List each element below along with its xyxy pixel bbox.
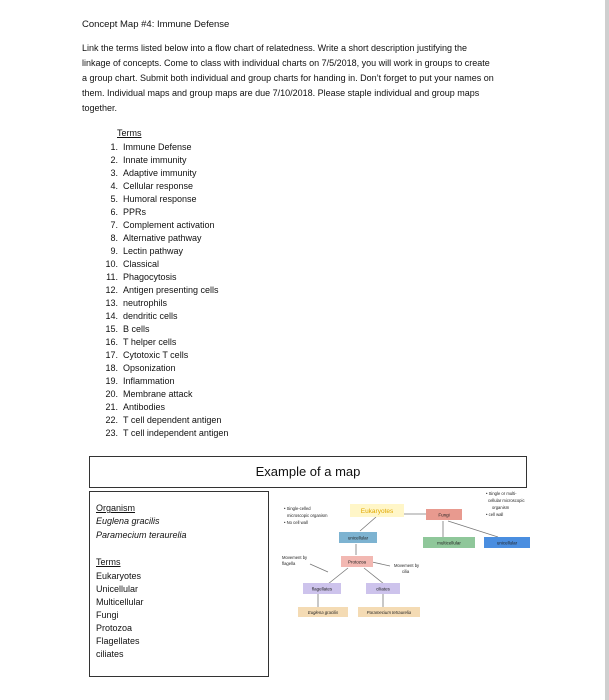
term-number: 4.: [110, 181, 118, 191]
instructions-line: together.: [82, 103, 118, 113]
term-text: T cell independent antigen: [123, 428, 229, 438]
example-term-item: Protozoa: [96, 623, 133, 633]
term-item: [98, 310, 228, 323]
movement-cilia-line: Movement by: [394, 563, 420, 568]
terms-heading: Terms: [117, 128, 142, 138]
term-item: [98, 388, 228, 401]
note-right-line: cellular microscopic: [488, 498, 525, 503]
term-number: 20.: [105, 389, 118, 399]
term-text: Lectin pathway: [123, 246, 184, 256]
term-text: Humoral response: [123, 194, 197, 204]
term-number: 21.: [105, 402, 118, 412]
arrow-protozoa-flagellates: [328, 568, 348, 584]
term-text: Cellular response: [123, 181, 194, 191]
term-number: 14.: [105, 311, 118, 321]
ciliates-label: ciliates: [376, 586, 390, 592]
note-left-line: • No cell wall: [284, 520, 308, 525]
term-text: B cells: [123, 324, 150, 334]
example-terms-heading: Terms: [96, 557, 121, 567]
example-heading-box: [89, 456, 527, 488]
term-item: [98, 414, 228, 427]
example-term-item: Multicellular: [96, 597, 144, 607]
concept-map-diagram: [268, 488, 536, 628]
term-number: 7.: [110, 220, 118, 230]
instructions-line: a group chart. Submit both individual and group charts for handing in. Don’t forget to put your names on: [82, 73, 494, 83]
unicellular-right-label: unicellular: [496, 540, 518, 546]
term-number: 16.: [105, 337, 118, 347]
term-item: [98, 271, 228, 284]
arrow-protozoa-ciliates: [364, 568, 384, 584]
term-text: Phagocytosis: [123, 272, 177, 282]
note-left-line: • Single-celled: [284, 506, 311, 511]
term-text: Classical: [123, 259, 160, 269]
arrow-fungi-unicellular: [448, 521, 498, 537]
page-title: Concept Map #4: Immune Defense: [82, 19, 230, 30]
example-term-item: ciliates: [96, 649, 124, 659]
euglena-label: Euglena gracilis: [307, 610, 339, 615]
term-item: [98, 193, 228, 206]
example-term-item: Eukaryotes: [96, 571, 142, 581]
unicellular-label: unicellular: [347, 535, 369, 541]
term-number: 3.: [110, 168, 118, 178]
note-right-line: • Single or multi-: [486, 491, 517, 496]
term-text: Cytotoxic T cells: [123, 350, 189, 360]
organism-item: Paramecium teraurelia: [96, 530, 187, 540]
terms-list: [98, 141, 228, 440]
movement-flagella-line: flagella: [282, 561, 296, 566]
term-number: 19.: [105, 376, 118, 386]
term-item: [98, 362, 228, 375]
term-number: 22.: [105, 415, 118, 425]
term-number: 13.: [105, 298, 118, 308]
example-heading: Example of a map: [255, 464, 361, 479]
organism-item: Euglena gracilis: [96, 516, 160, 526]
arrow-movement-flagella: [310, 564, 328, 572]
term-number: 15.: [105, 324, 118, 334]
term-item: [98, 232, 228, 245]
term-text: dendritic cells: [123, 311, 178, 321]
term-item: [98, 180, 228, 193]
movement-cilia-line: cilia: [402, 569, 410, 574]
example-term-item: Fungi: [96, 610, 119, 620]
term-number: 2.: [110, 155, 118, 165]
term-item: [98, 297, 228, 310]
term-item: [98, 349, 228, 362]
protozoa-label: Protozoa: [347, 559, 367, 565]
term-number: 11.: [106, 272, 118, 282]
instructions-line: Link the terms listed below into a flow chart of relatedness. Write a short description justifying the: [82, 43, 468, 53]
term-item: [98, 206, 228, 219]
fungi-label: Fungi: [438, 512, 450, 518]
term-item: [98, 401, 228, 414]
term-number: 6.: [110, 207, 118, 217]
term-item: [98, 245, 228, 258]
term-text: Innate immunity: [123, 155, 187, 165]
term-text: T helper cells: [123, 337, 177, 347]
term-number: 8.: [110, 233, 118, 243]
term-text: Adaptive immunity: [123, 168, 197, 178]
instructions-line: them. Individual maps and group maps are due 7/10/2018. Please staple individual and group maps: [82, 88, 480, 98]
example-term-item: Unicellular: [96, 584, 139, 594]
term-item: [98, 219, 228, 232]
note-left-line: microscopic organism: [287, 513, 328, 518]
term-text: Alternative pathway: [123, 233, 202, 243]
movement-flagella-line: Movement by: [282, 555, 308, 560]
flagellates-label: flagellates: [311, 586, 333, 592]
note-right-line: organism: [492, 505, 510, 510]
term-text: PPRs: [123, 207, 147, 217]
organism-heading: Organism: [96, 503, 136, 513]
note-right-line: • cell wall: [486, 512, 504, 517]
term-text: Immune Defense: [123, 142, 192, 152]
term-item: [98, 154, 228, 167]
term-number: 18.: [105, 363, 118, 373]
term-text: T cell dependent antigen: [123, 415, 222, 425]
term-item: [98, 258, 228, 271]
term-item: [98, 141, 228, 154]
term-number: 23.: [105, 428, 118, 438]
instructions-line: linkage of concepts. Come to class with individual charts on 7/5/2018, you will work in groups to create: [82, 58, 490, 68]
term-item: [98, 167, 228, 180]
page-edge-shadow: [605, 0, 609, 700]
term-item: [98, 336, 228, 349]
instructions-paragraph: [82, 41, 522, 116]
term-text: Antibodies: [123, 402, 166, 412]
term-text: Membrane attack: [123, 389, 193, 399]
term-text: Inflammation: [123, 376, 175, 386]
term-text: neutrophils: [123, 298, 168, 308]
term-number: 9.: [110, 246, 118, 256]
multicellular-label: multicellular: [437, 540, 461, 546]
term-text: Antigen presenting cells: [123, 285, 219, 295]
term-number: 10.: [105, 259, 118, 269]
term-number: 1.: [110, 142, 118, 152]
term-item: [98, 323, 228, 336]
term-item: [98, 427, 228, 440]
term-item: [98, 284, 228, 297]
example-term-item: Flagellates: [96, 636, 140, 646]
paramecium-label: Paramecium tetraurelia: [366, 610, 412, 615]
eukaryotes-label: Eukaryotes: [360, 508, 394, 515]
term-number: 5.: [110, 194, 118, 204]
term-text: Opsonization: [123, 363, 176, 373]
arrow-eukaryotes-unicellular: [360, 517, 376, 531]
arrow-movement-cilia: [372, 562, 390, 566]
example-terms-list: [96, 570, 144, 661]
term-number: 12.: [105, 285, 118, 295]
term-item: [98, 375, 228, 388]
term-number: 17.: [105, 350, 118, 360]
term-text: Complement activation: [123, 220, 215, 230]
